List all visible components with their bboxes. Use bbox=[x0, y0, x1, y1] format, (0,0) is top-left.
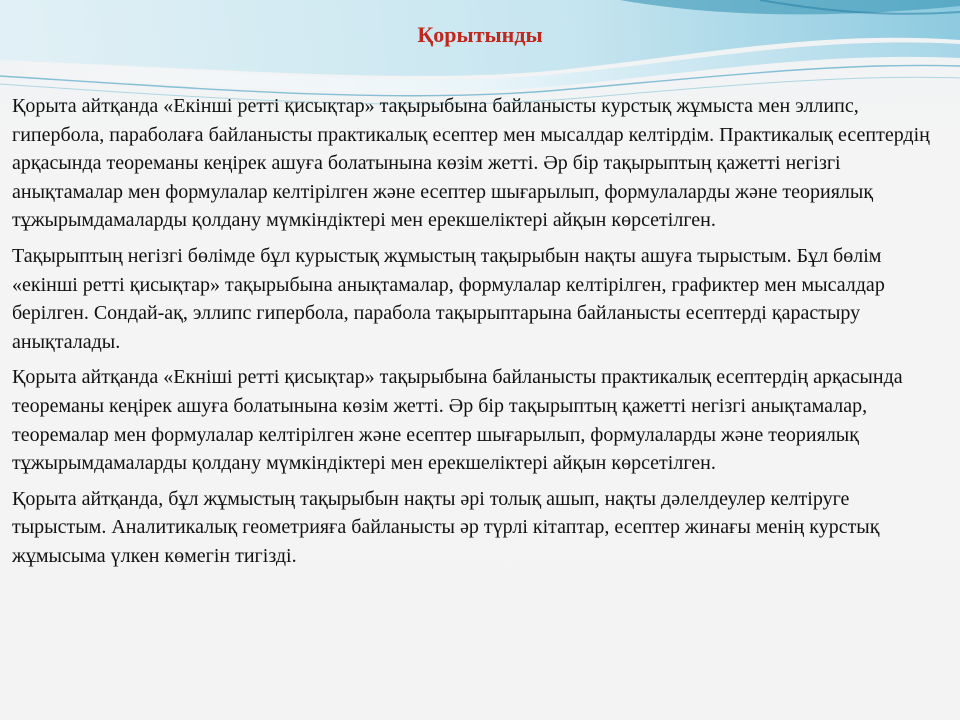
slide-title: Қорытынды bbox=[417, 22, 543, 47]
body-text bbox=[12, 92, 944, 578]
paragraph-4: Қорыта айтқанда, бұл жұмыстың тақырыбын нақты әрі толық ашып, нақты дәлелдеулер келтіруге тырыстым. Аналитикалық геометрияға байланысты әр түрлі кітаптар, есептер жинағы менің курстық жұмысыма үлкен көмегін тигізді. bbox=[12, 487, 880, 567]
paragraph-1: Қорыта айтқанда «Екінші ретті қисықтар» тақырыбына байланысты курстық жұмыста мен эллипс, гипербола, параболаға байланысты практикалық есептер мен мысалдар келтірдім. Практикалық есептердің арқасында теореманы кеңірек ашуға болатынына көзім жетті. Әр бір тақырыптың қажетті негізгі анықтамалар мен формулалар келтірілген және есептер шығарылып, формулаларды және теориялық тұжырымдамаларды қолдану мүмкіндіктері мен ерекшеліктері айқын көрсетілген. bbox=[12, 95, 930, 232]
paragraph-3: Қорыта айтқанда «Екніші ретті қисықтар» тақырыбына байланысты практикалық есептердің арқасында теореманы кеңірек ашуға болатынына көзім жетті. Әр бір тақырыптың қажетті негізгі анықтамалар, теоремалар мен формулалар келтірілген және есептер шығарылып, формулаларды және теориялық тұжырымдамаларды қолдану мүмкіндіктері мен ерекшеліктері айқын көрсетілген. bbox=[12, 366, 903, 475]
paragraph-2: Тақырыптың негізгі бөлімде бұл курыстық жұмыстың тақырыбын нақты ашуға тырыстым. Бұл бөлім «екінші ретті қисықтар» тақырыбына анықтамалар, формулалар келтірілген, графиктер мен мысалдар берілген. Сондай-ақ, эллипс гипербола, парабола тақырыптарына байланысты есептерді қарастыру анықталады. bbox=[12, 244, 885, 353]
